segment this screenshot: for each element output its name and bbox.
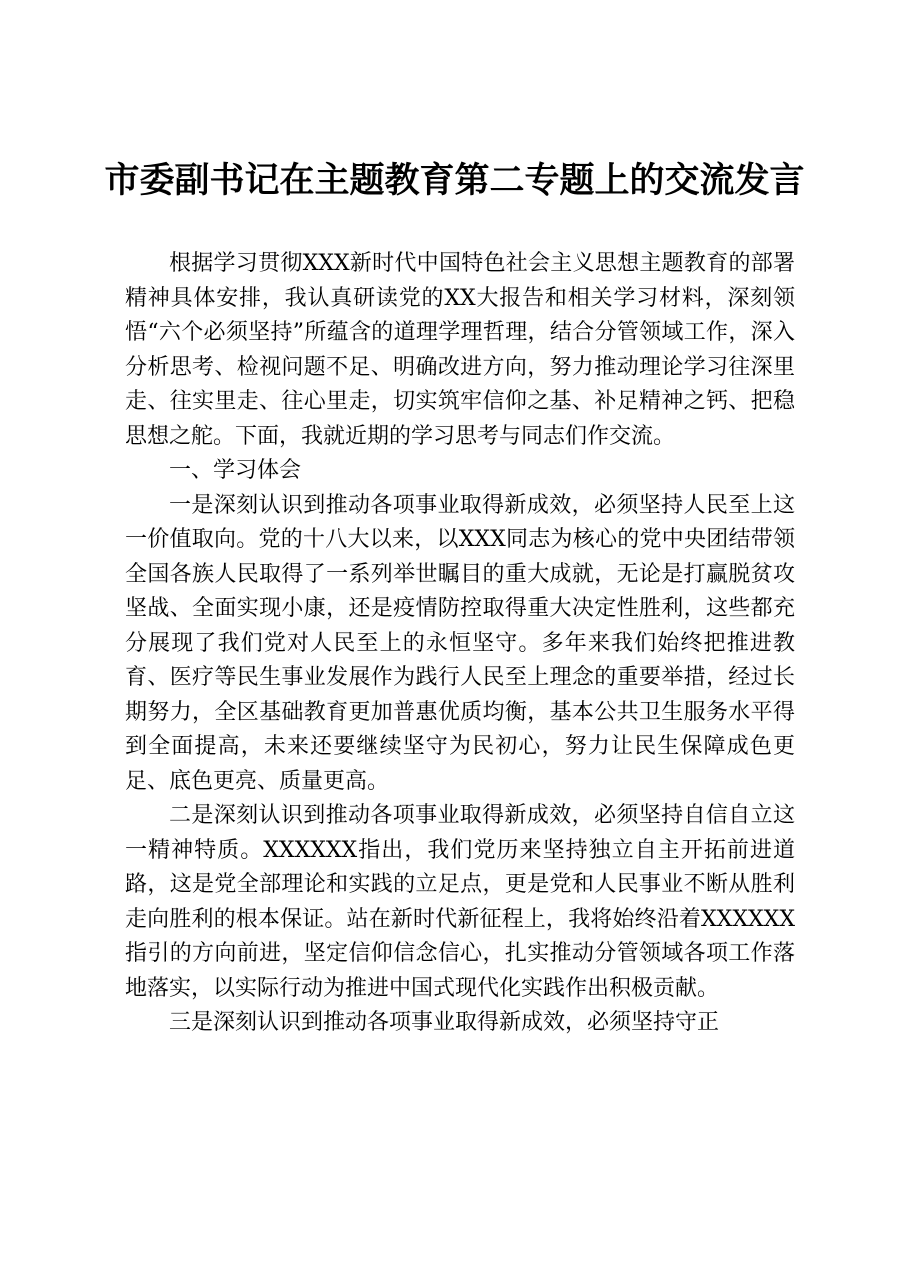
section-heading-learning: 一、学习体会: [169, 458, 302, 483]
paragraph-point-one: 一是深刻认识到推动各项事业取得新成效，必须坚持人民至上这一价值取向。党的十八大以来，以XXX同志为核心的党中央团结带领全国各族人民取得了一系列举世瞩目的重大成就，无论是打赢脱贫攻坚战、全面实现小康，还是疫情防控取得重大决定性胜利，这些都充分展现了我们党对人民至上的永恒坚守。多年来我们始终把推进教育、医疗等民生事业发展作为践行人民至上理念的重要举措，经过长期努力，全区基础教育更加普惠优质均衡，基本公共卫生服务水平得到全面提高，未来还要继续坚守为民初心，努力让民生保障成色更足、底色更亮、质量更高。: [125, 492, 795, 794]
document-body: [125, 247, 795, 1041]
document-title: 市委副书记在主题教育第二专题上的交流发言: [104, 160, 805, 201]
paragraph-intro: 根据学习贯彻XXX新时代中国特色社会主义思想主题教育的部署精神具体安排，我认真研读党的XX大报告和相关学习材料，深刻领悟“六个必须坚持”所蕴含的道理学理哲理，结合分管领域工作，深入分析思考、检视问题不足、明确改进方向，努力推动理论学习往深里走、往实里走、往心里走，切实筑牢信仰之基、补足精神之钙、把稳思想之舵。下面，我就近期的学习思考与同志们作交流。: [125, 251, 795, 449]
paragraph-point-two: 二是深刻认识到推动各项事业取得新成效，必须坚持自信自立这一精神特质。XXXXXX指出，我们党历来坚持独立自主开拓前进道路，这是党全部理论和实践的立足点，更是党和人民事业不断从胜利走向胜利的根本保证。站在新时代新征程上，我将始终沿着XXXXXX指引的方向前进，坚定信仰信念信心，扎实推动分管领域各项工作落地落实，以实际行动为推进中国式现代化实践作出积极贡献。: [125, 803, 795, 1001]
paragraph-point-three: 三是深刻认识到推动各项事业取得新成效，必须坚持守正: [169, 1010, 720, 1035]
